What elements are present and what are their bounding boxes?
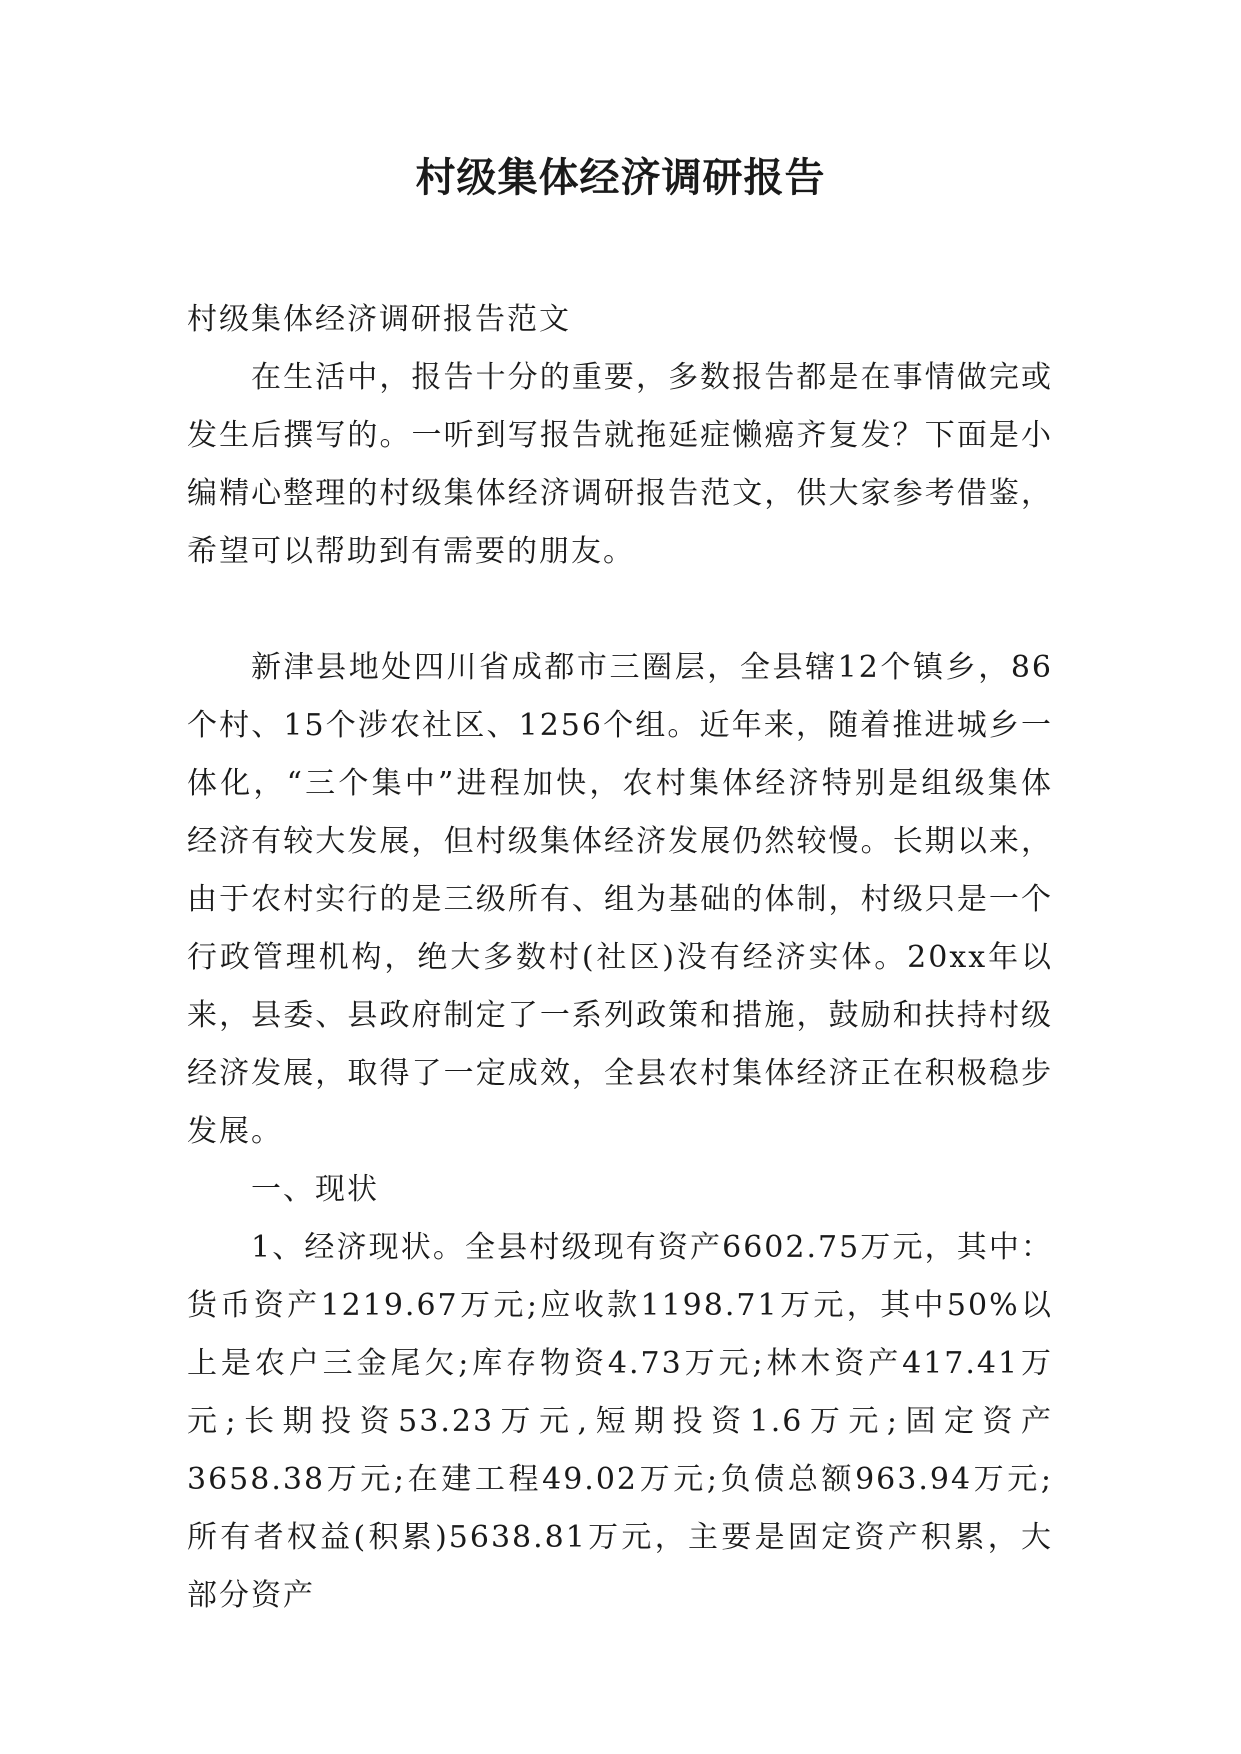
document-title: 村级集体经济调研报告 xyxy=(415,155,826,201)
paragraph-spacer xyxy=(187,581,1053,639)
document-subtitle: 村级集体经济调研报告范文 xyxy=(187,302,571,337)
background-paragraph: 新津县地处四川省成都市三圈层，全县辖12个镇乡，86个村、15个涉农社区、1256个组。近年来，随着推进城乡一体化，“三个集中”进程加快，农村集体经济特别是组级集体经济有较大发展，但村级集体经济发展仍然较慢。长期以来，由于农村实行的是三级所有、组为基础的体制，村级只是一个行政管理机构，绝大多数村(社区)没有经济实体。20xx年以来，县委、县政府制定了一系列政策和措施，鼓励和扶持村级经济发展，取得了一定成效，全县农村集体经济正在积极稳步发展。 xyxy=(187,650,1053,1149)
economic-status-paragraph: 1、经济现状。全县村级现有资产6602.75万元，其中：货币资产1219.67万元;应收款1198.71万元，其中50%以上是农户三金尾欠;库存物资4.73万元;林木资产417.41万元;长期投资53.23万元,短期投资1.6万元;固定资产3658.38万元;在建工程49.02万元;负债总额963.94万元;所有者权益(积累)5638.81万元，主要是固定资产积累，大部分资产 xyxy=(187,1230,1053,1613)
intro-paragraph: 在生活中，报告十分的重要，多数报告都是在事情做完或发生后撰写的。一听到写报告就拖延症懒癌齐复发？下面是小编精心整理的村级集体经济调研报告范文，供大家参考借鉴，希望可以帮助到有需要的朋友。 xyxy=(187,360,1053,569)
document-body xyxy=(187,291,1053,1625)
section-heading: 一、现状 xyxy=(251,1172,379,1207)
